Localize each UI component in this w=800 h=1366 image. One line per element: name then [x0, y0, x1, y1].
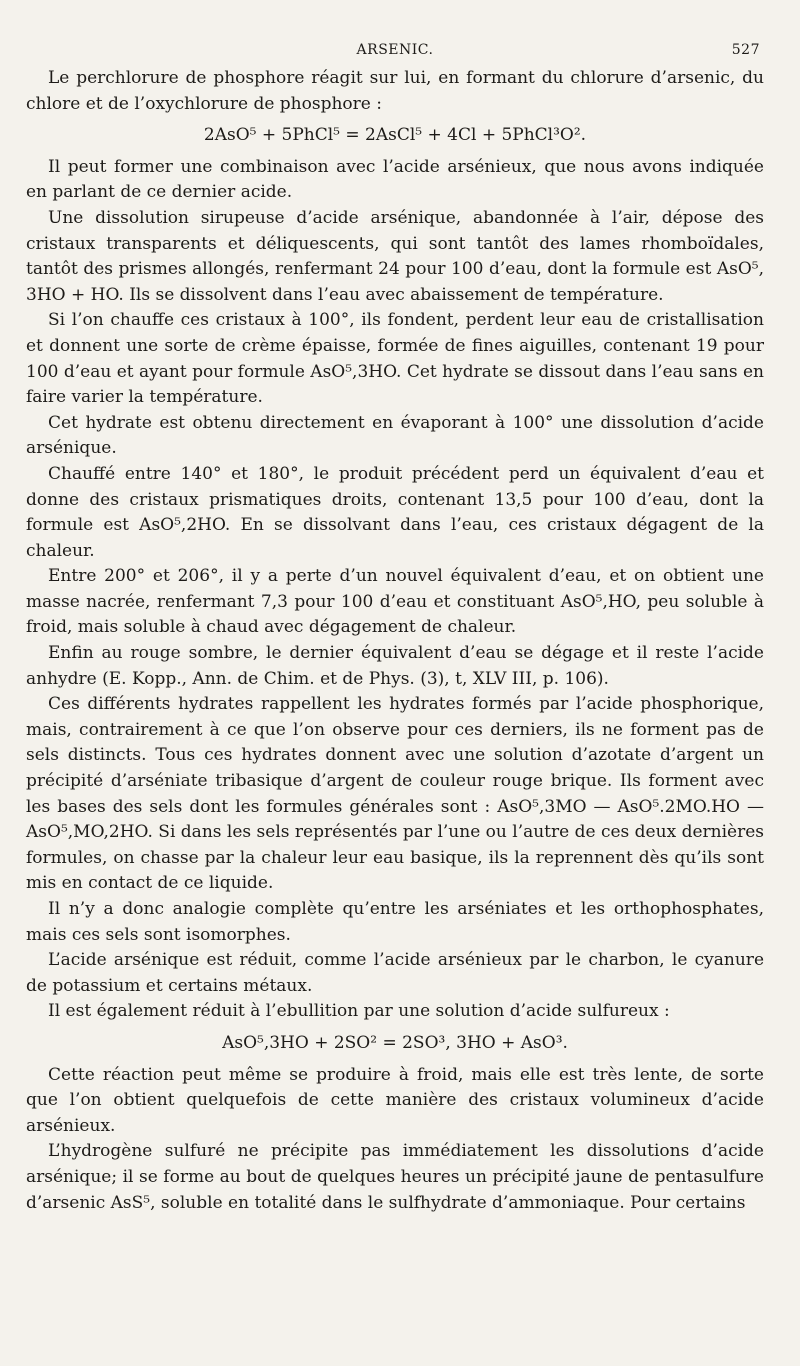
- paragraph: Chauffé entre 140° et 180°, le produit précédent perd un équivalent d’eau et donne des cristaux prismatiques droits, contenant 13,5 pour 100 d’eau, dont la formule est AsO⁵,2HO. En se dissolvant dans l’eau, ces cristaux dégagent de la chaleur.: [26, 463, 764, 561]
- paragraph: L’hydrogène sulfuré ne précipite pas immédiatement les dissolutions d’acide arsénique; il se forme au bout de quelques heures un précipité jaune de pentasulfure d’arsenic AsS⁵, soluble en totalité dans le sulfhydrate d’ammoniaque. Pour certains: [26, 1141, 764, 1213]
- running-head-title: ARSENIC.: [356, 42, 434, 58]
- body-text: [26, 66, 764, 1216]
- paragraph: Il peut former une combinaison avec l’acide arsénieux, que nous avons indiquée en parlant de ce dernier acide.: [26, 156, 764, 203]
- paragraph: L’acide arsénique est réduit, comme l’acide arsénieux par le charbon, le cyanure de potassium et certains métaux.: [26, 950, 764, 996]
- paragraph: Il est également réduit à l’ebullition par une solution d’acide sulfureux :: [48, 1001, 670, 1022]
- paragraph: Ces différents hydrates rappellent les hydrates formés par l’acide phosphorique, mais, contrairement à ce que l’on observe pour ces derniers, ils ne forment pas de sels distincts. Tous ces hydrates donnent avec une solution d’azotate d’argent un précipité d’arséniate tribasique d’argent de couleur rouge brique. Ils forment avec les bases des sels dont les formules générales sont : AsO⁵,3MO — AsO⁵.2MO.HO — AsO⁵,MO,2HO. Si dans les sels représentés par l’une ou l’autre de ces deux dernières formules, on chasse par la chaleur leur eau basique, ils la reprennent dès qu’ils sont mis en contact de ce liquide.: [26, 694, 764, 894]
- paragraph: Le perchlorure de phosphore réagit sur lui, en formant du chlorure d’arsenic, du chlore et de l’oxychlorure de phosphore :: [26, 68, 764, 114]
- paragraph: Une dissolution sirupeuse d’acide arsénique, abandonnée à l’air, dépose des cristaux transparents et déliquescents, qui sont tantôt des lames rhomboïdales, tantôt des prismes allongés, renfermant 24 pour 100 d’eau, dont la formule est AsO⁵, 3HO + HO. Ils se dissolvent dans l’eau avec abaissement de température.: [26, 207, 764, 305]
- paragraph: Il n’y a donc analogie complète qu’entre les arséniates et les orthophosphates, mais ces sels sont isomorphes.: [26, 899, 764, 945]
- page-number: 527: [731, 42, 760, 58]
- paragraph: Entre 200° et 206°, il y a perte d’un nouvel équivalent d’eau, et on obtient une masse nacrée, renfermant 7,3 pour 100 d’eau et constituant AsO⁵,HO, peu soluble à froid, mais soluble à chaud avec dégagement de chaleur.: [26, 566, 764, 638]
- chemical-equation: AsO⁵,3HO + 2SO² = 2SO³, 3HO + AsO³.: [222, 1032, 568, 1053]
- paragraph: Si l’on chauffe ces cristaux à 100°, ils fondent, perdent leur eau de cristallisation et donnent une sorte de crème épaisse, formée de fines aiguilles, contenant 19 pour 100 d’eau et ayant pour formule AsO⁵,3HO. Cet hydrate se dissout dans l’eau sans en faire varier la température.: [26, 310, 764, 408]
- running-head: [26, 42, 764, 66]
- paragraph: Enfin au rouge sombre, le dernier équivalent d’eau se dégage et il reste l’acide anhydre (E. Kopp., Ann. de Chim. et de Phys. (3), t, XLV III, p. 106).: [26, 643, 764, 689]
- paragraph: Cette réaction peut même se produire à froid, mais elle est très lente, de sorte que l’on obtient quelquefois de cette manière des cristaux volumineux d’acide arsénieux.: [26, 1064, 764, 1136]
- paragraph: Cet hydrate est obtenu directement en évaporant à 100° une dissolution d’acide arsénique.: [26, 412, 764, 459]
- chemical-equation: 2AsO⁵ + 5PhCl⁵ = 2AsCl⁵ + 4Cl + 5PhCl³O².: [203, 125, 587, 146]
